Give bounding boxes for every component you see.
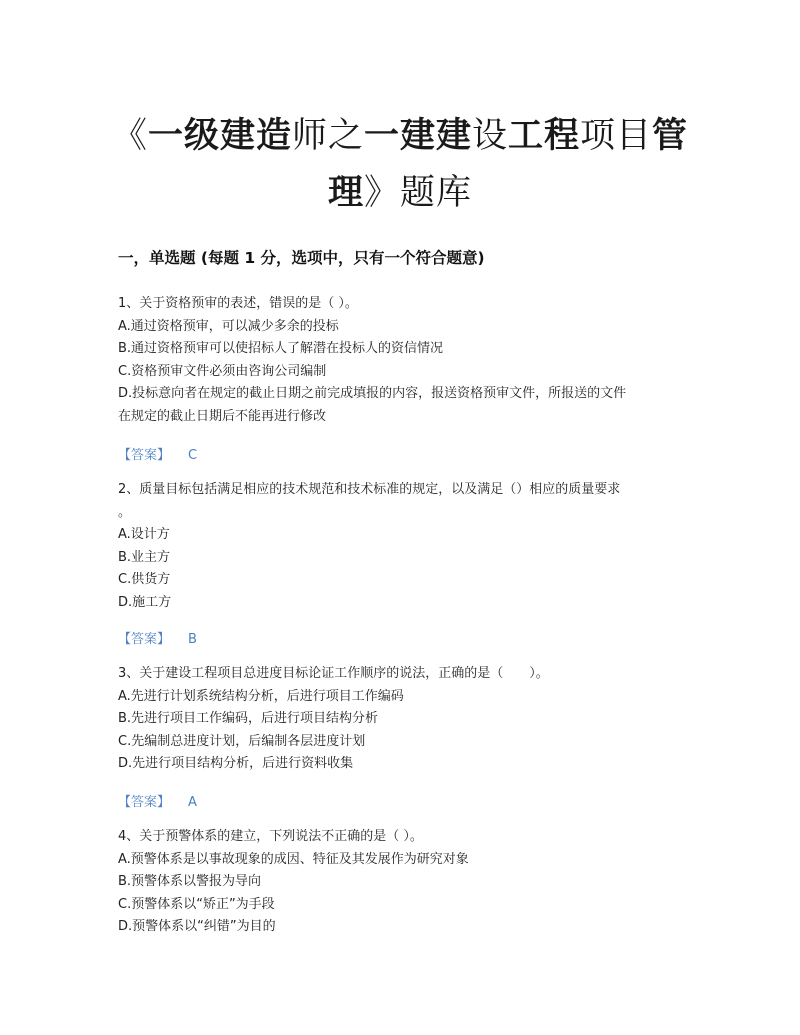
- option-d: D.施工方: [118, 594, 172, 610]
- option-a: A.设计方: [118, 527, 170, 542]
- title-line-2: [110, 165, 690, 222]
- section-heading: 一，单选题 (每题 1 分，选项中，只有一个符合题意): [118, 249, 485, 267]
- title-segment: 一建建: [363, 116, 472, 156]
- question-stem: 1、关于资格预审的表述，错误的是（ ）。: [118, 296, 358, 311]
- question-3: [118, 663, 688, 776]
- title-segment: 理: [327, 173, 364, 213]
- answer-3: [118, 791, 197, 810]
- title-segment: 一级建造: [147, 116, 292, 156]
- question-stem-continued: 。: [118, 504, 132, 520]
- question-stem: 4、关于预警体系的建立，下列说法不正确的是（ ）。: [118, 829, 423, 844]
- option-b: B.先进行项目工作编码，后进行项目结构分析: [118, 711, 379, 726]
- option-a: A.通过资格预审，可以减少多余的投标: [118, 318, 339, 334]
- option-b: B.业主方: [118, 549, 171, 565]
- title-segment: 师之: [291, 116, 364, 156]
- question-stem: 2、质量目标包括满足相应的技术规范和技术标准的规定，以及满足（）相应的质量要求: [118, 482, 621, 497]
- option-d: D.投标意向者在规定的截止日期之前完成填报的内容，报送资格预审文件，所报送的文件: [118, 386, 627, 401]
- title-segment: 项目: [580, 116, 653, 156]
- question-1: [118, 293, 688, 428]
- option-a: A.先进行计划系统结构分析，后进行项目工作编码: [118, 688, 404, 704]
- option-c: C.预警体系以“矫正”为手段: [118, 896, 275, 912]
- option-c: C.资格预审文件必须由咨询公司编制: [118, 363, 327, 379]
- option-d: D.先进行项目结构分析，后进行资料收集: [118, 756, 354, 771]
- answer-label: 【答案】: [118, 632, 171, 647]
- title-segment: 设: [472, 116, 509, 156]
- option-c: C.先编制总进度计划，后编制各层进度计划: [118, 733, 366, 749]
- title-segment: 《: [111, 116, 148, 156]
- question-stem: 3、关于建设工程项目总进度目标论证工作顺序的说法，正确的是（ ）。: [118, 666, 549, 681]
- answer-label: 【答案】: [118, 795, 171, 810]
- answer-value: A: [188, 795, 197, 810]
- title-segment: 工程: [508, 116, 581, 156]
- option-d: D.预警体系以“纠错”为目的: [118, 919, 276, 934]
- option-a: A.预警体系是以事故现象的成因、特征及其发展作为研究对象: [118, 851, 469, 867]
- question-4: [118, 826, 688, 939]
- answer-value: C: [188, 448, 198, 463]
- answer-value: B: [188, 632, 197, 647]
- option-b: B.预警体系以警报为导向: [118, 874, 262, 889]
- title-line-1: [110, 108, 690, 165]
- answer-label: 【答案】: [118, 448, 171, 463]
- option-b: B.通过资格预审可以使招标人了解潜在投标人的资信情况: [118, 341, 444, 356]
- option-d-continued: 在规定的截止日期后不能再进行修改: [118, 408, 327, 424]
- title-segment: 管: [652, 116, 689, 156]
- question-2: [118, 479, 688, 614]
- answer-1: [118, 444, 197, 463]
- document-title: [110, 108, 690, 222]
- option-c: C.供货方: [118, 572, 171, 587]
- answer-2: [118, 628, 197, 647]
- title-segment: 》题库: [364, 173, 473, 213]
